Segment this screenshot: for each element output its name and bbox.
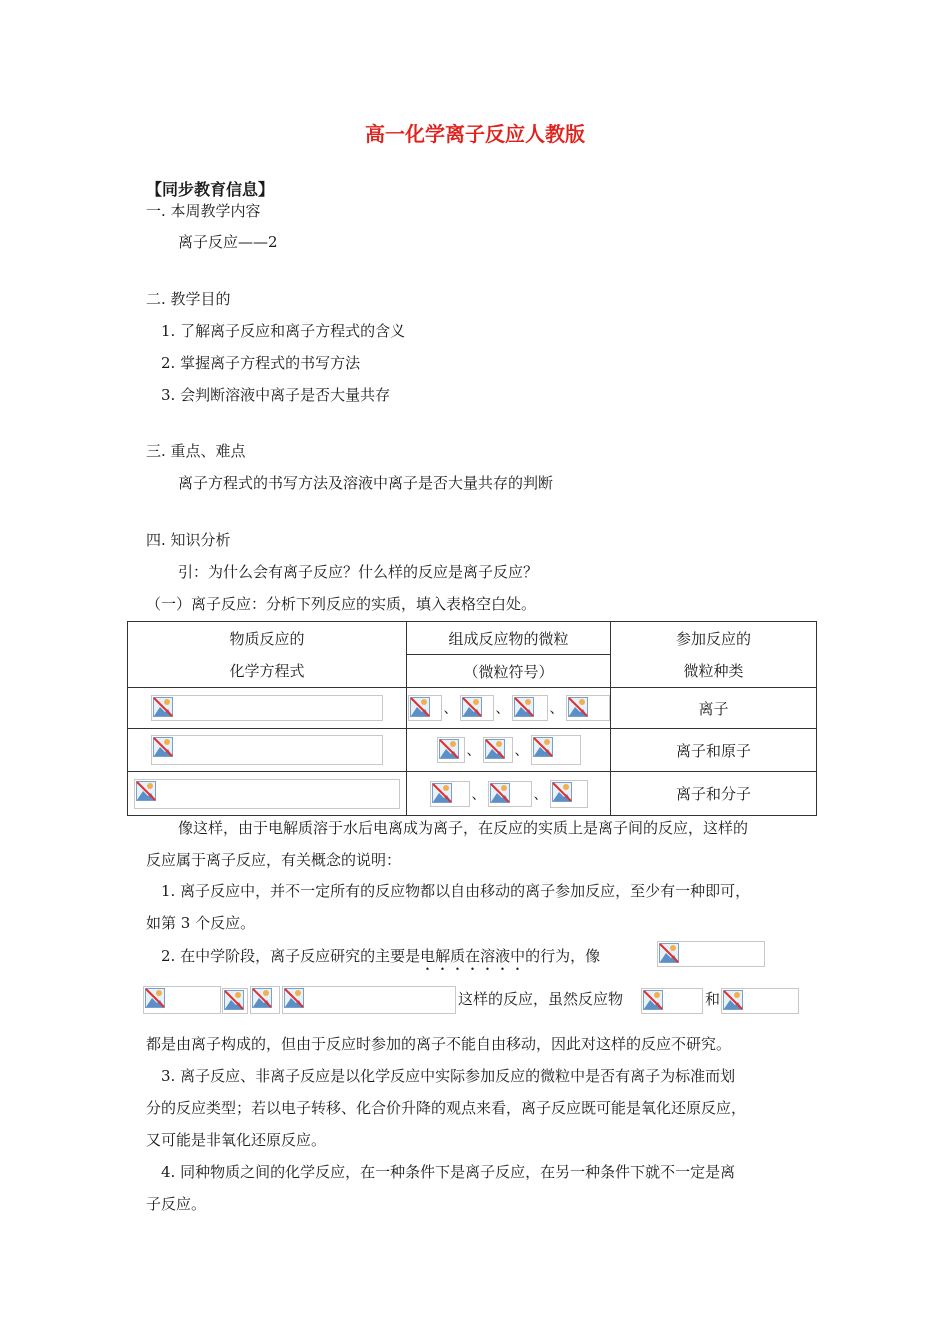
broken-image-icon [462, 697, 482, 717]
particle-image [531, 735, 581, 765]
n4-line2: 子反应。 [146, 1195, 207, 1213]
n4-line1: 4. 同种物质之间的化学反应，在一种条件下是离子反应，在另一种条件下就不一定是离 [161, 1163, 736, 1181]
s2-item-1: 1. 了解离子反应和离子方程式的含义 [161, 322, 406, 340]
n2-text-d: 这样的反应，虽然反应物 [458, 990, 624, 1008]
broken-image-icon [490, 783, 510, 803]
equation-image [134, 779, 400, 809]
separator: 、 [466, 743, 481, 759]
n1-line1: 1. 离子反应中，并不一定所有的反应物都以自由移动的离子参加反应，至少有一种即可， [161, 882, 751, 900]
broken-image-icon [284, 988, 304, 1008]
broken-image-icon [533, 737, 553, 757]
equation-image [250, 986, 280, 1014]
equation-image [657, 941, 765, 967]
p1-line2: 反应属于离子反应，有关概念的说明： [146, 851, 402, 869]
particle-image [488, 781, 532, 807]
broken-image-icon [145, 988, 165, 1008]
particle-image [483, 737, 513, 763]
broken-image-icon [410, 697, 430, 717]
broken-image-icon [514, 697, 534, 717]
particle-image [566, 695, 610, 721]
broken-image-icon [136, 781, 156, 801]
separator: 、 [549, 701, 564, 717]
broken-image-icon [659, 943, 679, 963]
s4-heading: 四. 知识分析 [146, 531, 231, 549]
row2-type: 离子和原子 [611, 729, 817, 772]
n2-emphasis: 电解质在溶液中 [420, 947, 526, 965]
equation-image [222, 988, 248, 1014]
separator: 、 [495, 701, 510, 717]
header-equation-line1: 物质反应的 [229, 629, 305, 648]
broken-image-icon [723, 990, 743, 1010]
equation-image [721, 988, 799, 1014]
reaction-table [127, 621, 817, 816]
n2-text-a: 2. 在中学阶段，离子反应研究的主要是 [161, 947, 421, 965]
n3-line2: 分的反应类型；若以电子转移、化合价升降的观点来看，离子反应既可能是氧化还原反应， [146, 1099, 747, 1117]
broken-image-icon [485, 739, 505, 759]
row1-equation [128, 688, 407, 729]
row1-particles [407, 688, 611, 729]
separator: 、 [514, 743, 529, 759]
separator: 、 [443, 701, 458, 717]
row2-particles [407, 729, 611, 772]
s2-heading: 二. 教学目的 [146, 290, 231, 308]
row1-type: 离子 [611, 688, 817, 729]
s1-heading: 一. 本周教学内容 [146, 202, 261, 220]
row3-equation [128, 772, 407, 816]
broken-image-icon [568, 697, 588, 717]
particle-image [430, 781, 470, 807]
broken-image-icon [153, 737, 173, 757]
particle-image [437, 737, 465, 763]
broken-image-icon [432, 783, 452, 803]
separator: 、 [533, 786, 548, 803]
row3-particles [407, 772, 611, 816]
n3-line1: 3. 离子反应、非离子反应是以化学反应中实际参加反应的微粒中是否有离子为标准而划 [161, 1067, 736, 1085]
s1-content: 离子反应——2 [178, 233, 278, 251]
n2-line3: 都是由离子构成的，但由于反应时参加的离子不能自由移动，因此对这样的反应不研究。 [146, 1035, 732, 1053]
broken-image-icon [224, 990, 244, 1010]
broken-image-icon [643, 990, 663, 1010]
s3-content: 离子方程式的书写方法及溶液中离子是否大量共存的判断 [178, 474, 554, 492]
header-symbols: （微粒符号） [407, 655, 611, 688]
s2-item-2: 2. 掌握离子方程式的书写方法 [161, 354, 361, 372]
header-type [611, 622, 817, 688]
equation-image [282, 986, 456, 1014]
particle-image [408, 695, 442, 721]
header-type-line2: 微粒种类 [683, 661, 744, 680]
particle-image [550, 780, 588, 808]
s2-item-3: 3. 会判断溶液中离子是否大量共存 [161, 386, 391, 404]
row2-equation [128, 729, 407, 772]
equation-image [641, 988, 703, 1014]
particle-image [460, 695, 494, 721]
n2-text-c: 的行为，像 [525, 947, 601, 965]
broken-image-icon [439, 739, 459, 759]
s4-sub1: （一）离子反应：分析下列反应的实质，填入表格空白处。 [146, 595, 537, 613]
s4-intro: 引：为什么会有离子反应？什么样的反应是离子反应？ [178, 563, 539, 581]
page-title: 高一化学离子反应人教版 [365, 122, 585, 146]
header-equation-line2: 化学方程式 [229, 661, 305, 680]
p1-line1: 像这样，由于电解质溶于水后电离成为离子，在反应的实质上是离子间的反应，这样的 [178, 819, 749, 837]
header-type-line1: 参加反应的 [675, 629, 751, 648]
separator: 、 [471, 786, 486, 803]
header-equation [128, 622, 407, 688]
equation-image [143, 986, 221, 1014]
n3-line3: 又可能是非氧化还原反应。 [146, 1131, 327, 1149]
n2-line1 [161, 945, 600, 974]
broken-image-icon [252, 988, 272, 1008]
broken-image-icon [153, 697, 173, 717]
broken-image-icon [552, 782, 572, 802]
equation-image [151, 735, 383, 765]
n1-line2: 如第 3 个反应。 [146, 914, 256, 932]
particle-image [512, 695, 548, 721]
equation-image [151, 695, 383, 721]
n2-text-e: 和 [705, 990, 721, 1008]
row3-type: 离子和分子 [611, 772, 817, 816]
header-particles: 组成反应物的微粒 [407, 622, 611, 655]
s3-heading: 三. 重点、难点 [146, 442, 246, 460]
section-header: 【同步教育信息】 [146, 180, 275, 199]
